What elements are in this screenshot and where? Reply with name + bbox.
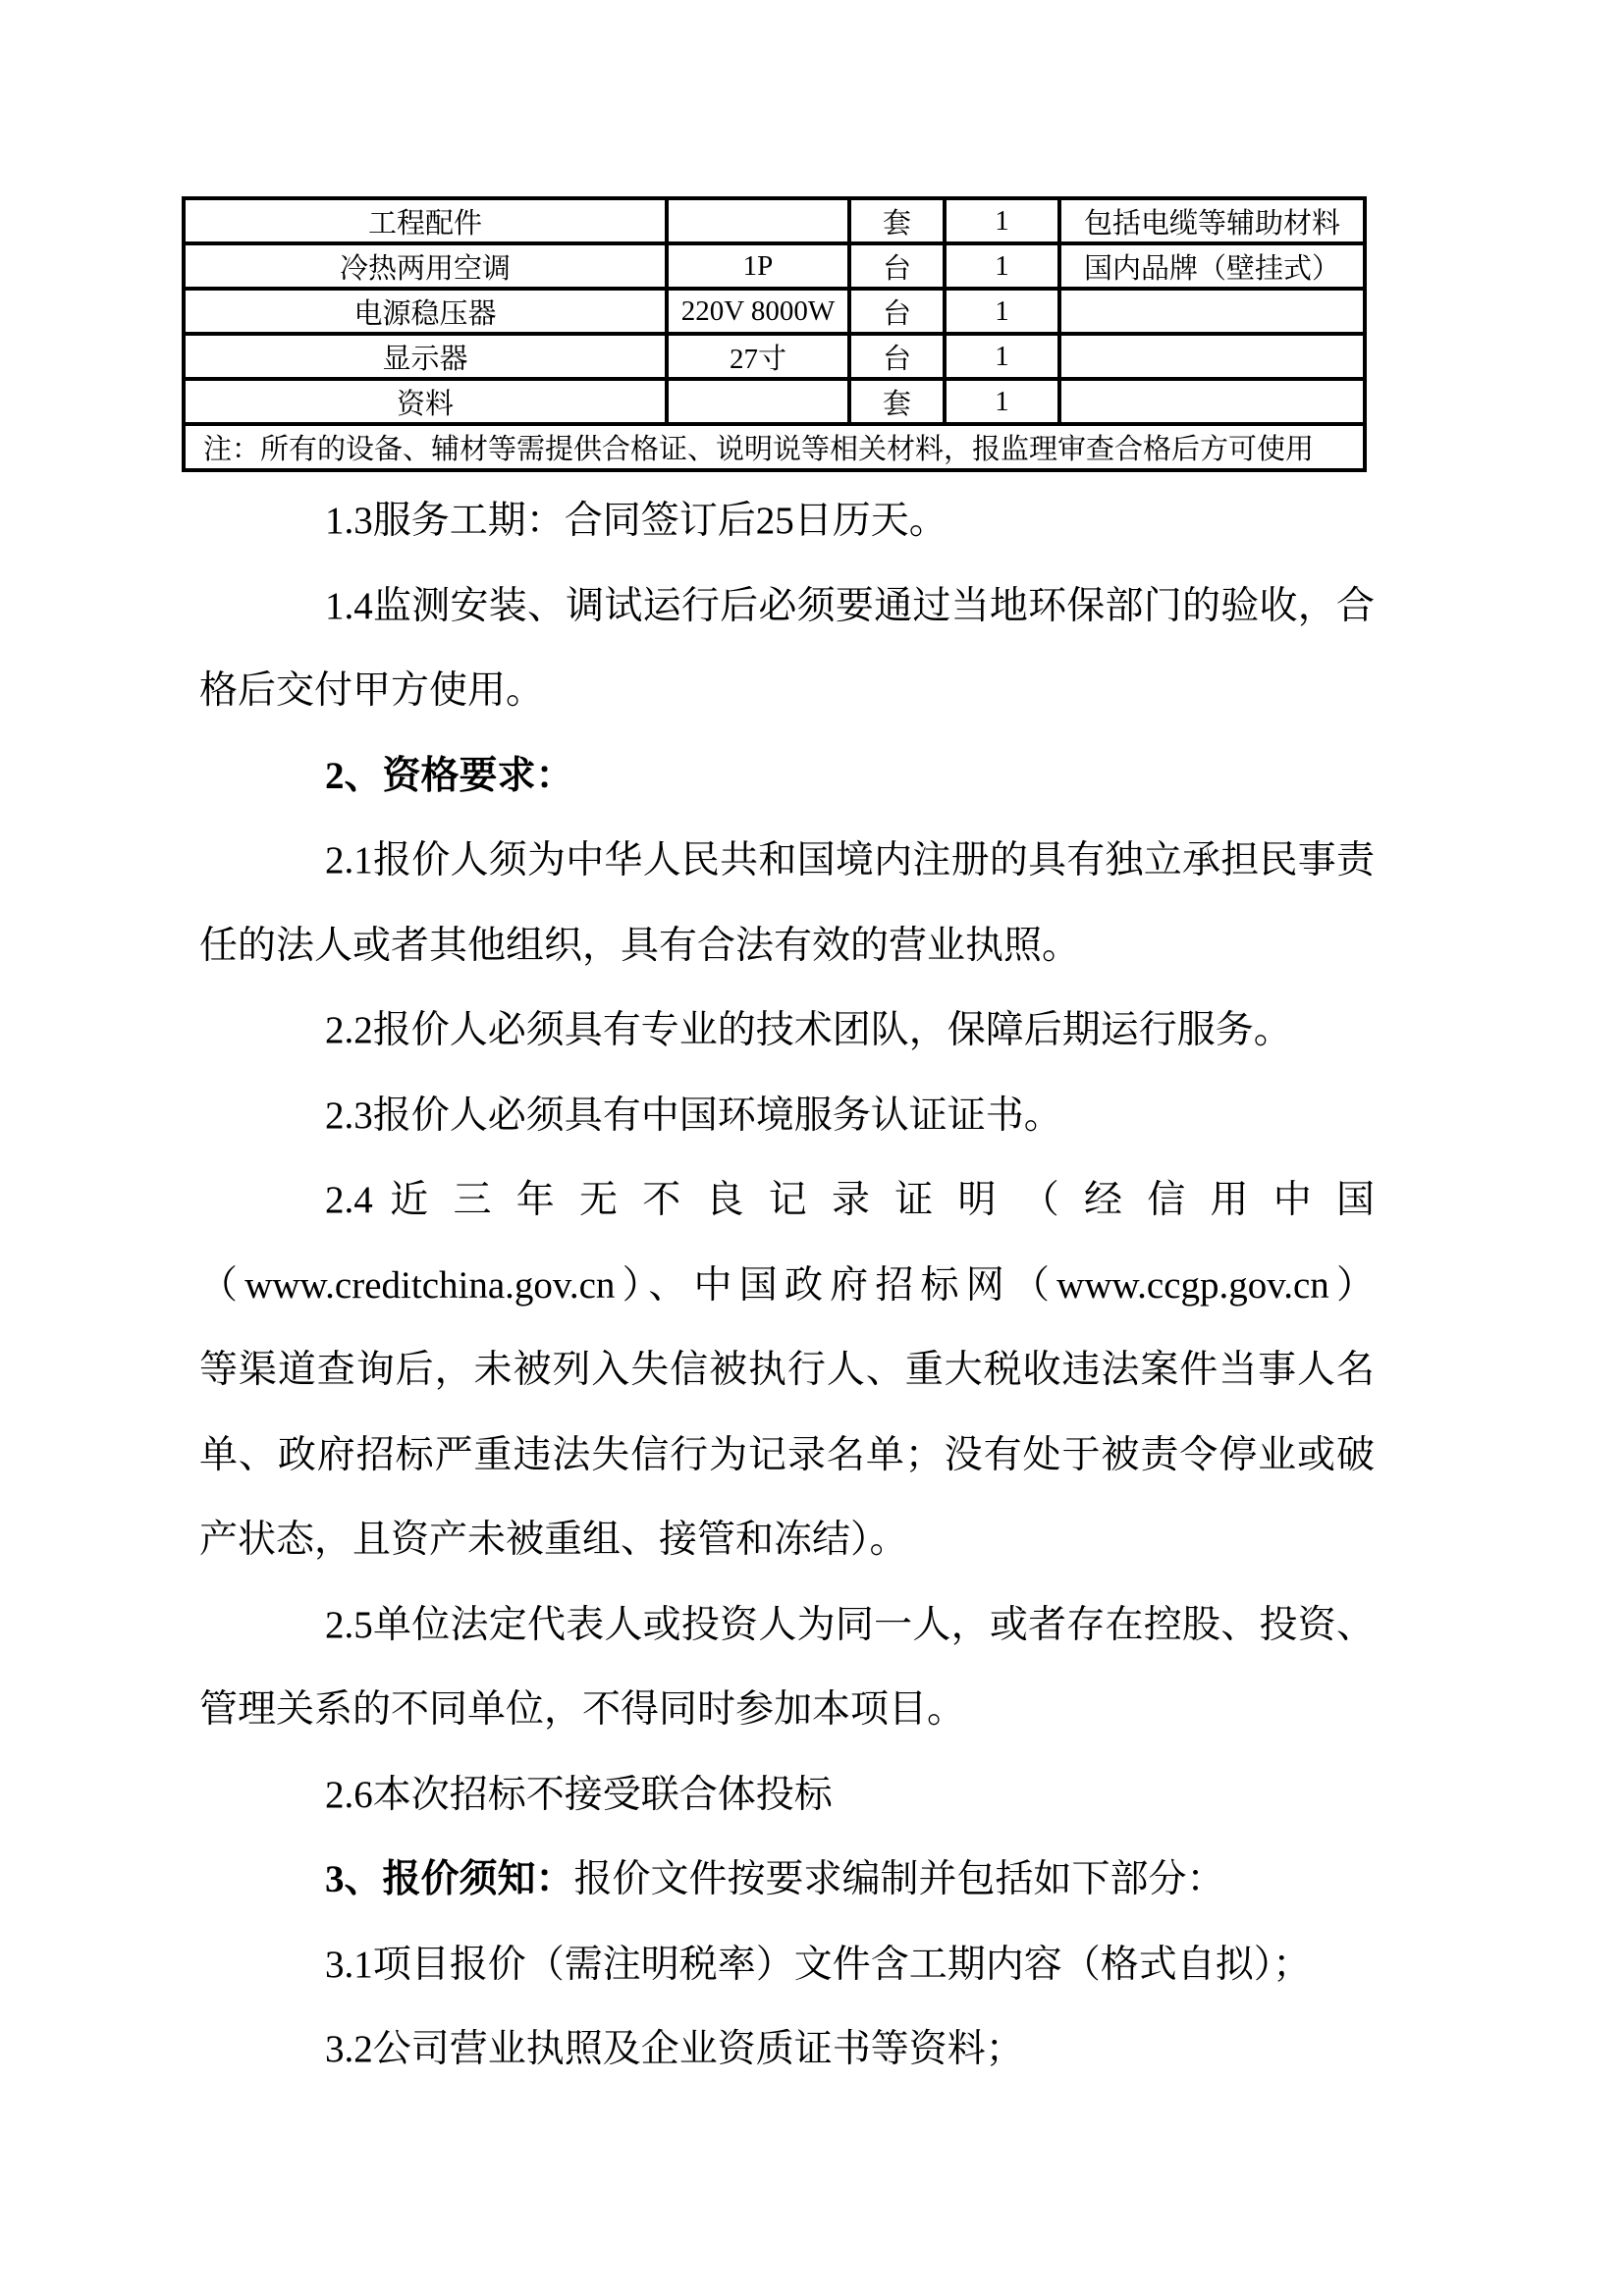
cell-qty: 1 (945, 243, 1059, 289)
paragraph-line (199, 1498, 1375, 1583)
cell-unit: 台 (849, 289, 945, 334)
cell-remark (1059, 334, 1365, 379)
cell-qty: 1 (945, 198, 1059, 243)
cell-spec: 1P (667, 243, 849, 289)
cell-unit: 套 (849, 198, 945, 243)
paragraph-line (199, 564, 1375, 650)
table-row (184, 243, 1365, 289)
table-row (184, 198, 1365, 243)
cell-remark (1059, 379, 1365, 424)
text-run: 2.2报价人必须具有专业的技术团队，保障后期运行服务。 (325, 1009, 1292, 1051)
cell-qty: 1 (945, 289, 1059, 334)
document-body (199, 479, 1375, 2093)
cell-remark: 国内品牌（壁挂式） (1059, 243, 1365, 289)
text-run: 3.1项目报价（需注明税率）文件含工期内容（格式自拟）； (325, 1943, 1312, 1986)
cell-name: 电源稳压器 (184, 289, 667, 334)
text-run: 任的法人或者其他组织，具有合法有效的营业执照。 (199, 924, 1081, 967)
paragraph-line (199, 904, 1375, 989)
cell-spec: 27寸 (667, 334, 849, 379)
paragraph-line (199, 819, 1375, 904)
cell-spec: 220V 8000W (667, 289, 849, 334)
cell-name: 资料 (184, 379, 667, 424)
paragraph-line (199, 1158, 1375, 1244)
paragraph-line (199, 2007, 1375, 2093)
paragraph-line (199, 1668, 1375, 1753)
paragraph-line (199, 1923, 1375, 2008)
paragraph-line (199, 479, 1375, 564)
table-row (184, 289, 1365, 334)
text-run: 等渠道查询后，未被列入失信被执行人、重大税收违法案件当事人名 (199, 1349, 1375, 1391)
text-run: （www.creditchina.gov.cn）、中国政府招标网（www.ccgp.gov.cn） (199, 1263, 1375, 1307)
cell-spec (667, 379, 849, 424)
equipment-table-body (184, 198, 1365, 470)
cell-name: 冷热两用空调 (184, 243, 667, 289)
cell-qty: 1 (945, 334, 1059, 379)
table-note-row (184, 424, 1365, 470)
text-run: 2.4 近 三 年 无 不 良 记 录 证 明 （ 经 信 用 中 国 (325, 1179, 1375, 1221)
text-run: 2.1报价人须为中华人民共和国境内注册的具有独立承担民事责 (325, 839, 1375, 881)
cell-unit: 台 (849, 243, 945, 289)
text-run: 报价文件按要求编制并包括如下部分： (573, 1858, 1225, 1900)
paragraph-line (199, 1838, 1375, 1923)
cell-unit: 套 (849, 379, 945, 424)
table-row (184, 379, 1365, 424)
text-run: 产状态，且资产未被重组、接管和冻结）。 (199, 1519, 908, 1561)
text-run: 单、政府招标严重违法失信行为记录名单；没有处于被责令停业或破 (199, 1433, 1375, 1476)
text-run: 2.3报价人必须具有中国环境服务认证证书。 (325, 1094, 1062, 1137)
cell-remark (1059, 289, 1365, 334)
bold-text: 3、报价须知： (325, 1858, 574, 1900)
paragraph-line (199, 1074, 1375, 1159)
table-note: 注：所有的设备、辅材等需提供合格证、说明说等相关材料，报监理审查合格后方可使用 (184, 424, 1365, 470)
paragraph-line (199, 1414, 1375, 1499)
bold-text: 2、资格要求： (325, 754, 574, 797)
equipment-table (182, 196, 1367, 472)
paragraph-line (199, 1753, 1375, 1839)
cell-spec (667, 198, 849, 243)
paragraph-line (199, 649, 1375, 734)
paragraph-line (199, 734, 1375, 820)
text-run: 1.3服务工期：合同签订后25日历天。 (325, 500, 947, 542)
paragraph-line (199, 1328, 1375, 1414)
paragraph-line (199, 988, 1375, 1074)
text-run: 3.2公司营业执照及企业资质证书等资料； (325, 2028, 1024, 2070)
cell-name: 显示器 (184, 334, 667, 379)
paragraph-line (199, 1583, 1375, 1669)
text-run: 管理关系的不同单位，不得同时参加本项目。 (199, 1688, 966, 1731)
cell-remark: 包括电缆等辅助材料 (1059, 198, 1365, 243)
text-run: 2.6本次招标不接受联合体投标 (325, 1773, 833, 1816)
cell-name: 工程配件 (184, 198, 667, 243)
text-run: 1.4监测安装、调试运行后必须要通过当地环保部门的验收，合 (325, 584, 1375, 627)
paragraph-line (199, 1244, 1375, 1329)
cell-unit: 台 (849, 334, 945, 379)
text-run: 格后交付甲方使用。 (199, 669, 545, 712)
text-run: 2.5单位法定代表人或投资人为同一人，或者存在控股、投资、 (325, 1603, 1375, 1646)
cell-qty: 1 (945, 379, 1059, 424)
table-row (184, 334, 1365, 379)
